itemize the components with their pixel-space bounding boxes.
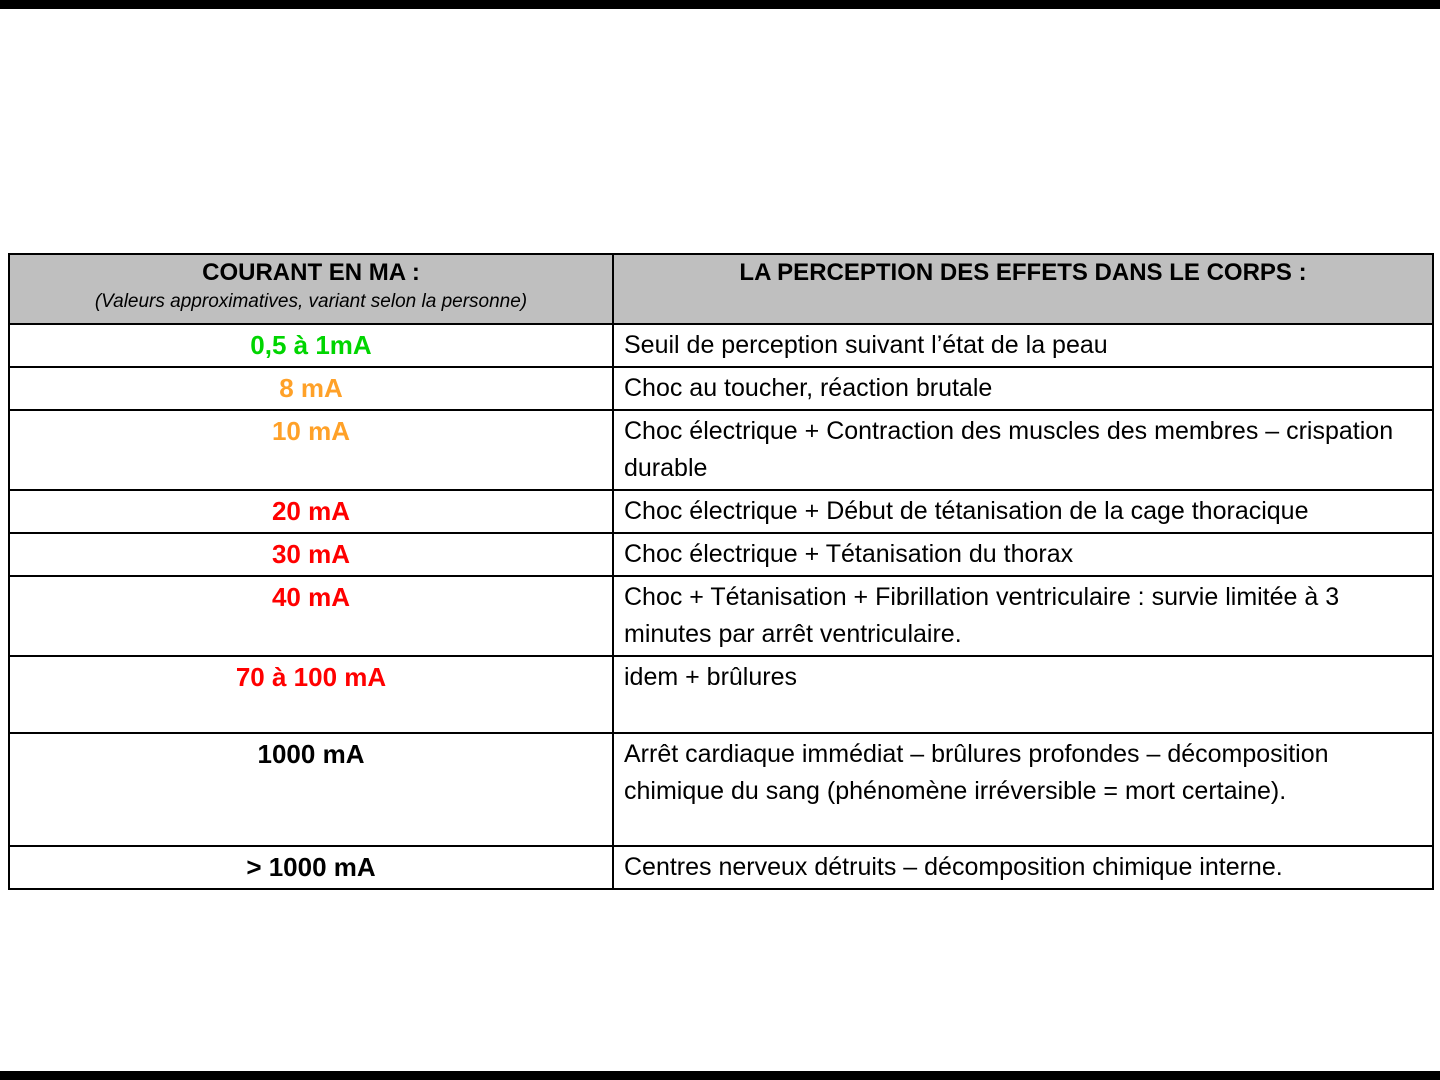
effect-text: idem + brûlures <box>613 656 1433 733</box>
effect-text: Choc électrique + Tétanisation du thorax <box>613 533 1433 576</box>
header-cell-current <box>9 254 613 324</box>
header-current-subtitle: (Valeurs approximatives, variant selon la personne) <box>94 291 528 312</box>
current-value: 1000 mA <box>9 733 613 846</box>
table-row <box>9 367 1433 410</box>
table-row <box>9 324 1433 367</box>
effect-text: Centres nerveux détruits – décomposition chimique interne. <box>613 846 1433 889</box>
header-current-title: COURANT EN MA : <box>202 259 420 286</box>
top-letterbox-bar <box>0 0 1440 9</box>
header-effects-title: LA PERCEPTION DES EFFETS DANS LE CORPS : <box>739 259 1307 286</box>
current-value: 8 mA <box>9 367 613 410</box>
effect-text: Seuil de perception suivant l’état de la peau <box>613 324 1433 367</box>
current-value: > 1000 mA <box>9 846 613 889</box>
table-row <box>9 656 1433 733</box>
current-value: 20 mA <box>9 490 613 533</box>
effect-text: Arrêt cardiaque immédiat – brûlures profondes – décomposition chimique du sang (phénomène irréversible = mort certaine). <box>613 733 1433 846</box>
current-effects-table <box>8 253 1434 890</box>
current-value: 40 mA <box>9 576 613 656</box>
effect-text: Choc électrique + Début de tétanisation de la cage thoracique <box>613 490 1433 533</box>
table-row <box>9 733 1433 846</box>
bottom-letterbox-bar <box>0 1071 1440 1080</box>
effect-text: Choc + Tétanisation + Fibrillation ventriculaire : survie limitée à 3 minutes par arrêt ventriculaire. <box>613 576 1433 656</box>
header-cell-effects <box>613 254 1433 324</box>
current-value: 30 mA <box>9 533 613 576</box>
table-row <box>9 846 1433 889</box>
table-row <box>9 576 1433 656</box>
current-value: 0,5 à 1mA <box>9 324 613 367</box>
current-value: 10 mA <box>9 410 613 490</box>
table-row <box>9 490 1433 533</box>
table-header-row <box>9 254 1433 324</box>
table-row <box>9 410 1433 490</box>
table-row <box>9 533 1433 576</box>
effect-text: Choc au toucher, réaction brutale <box>613 367 1433 410</box>
current-value: 70 à 100 mA <box>9 656 613 733</box>
effect-text: Choc électrique + Contraction des muscles des membres – crispation durable <box>613 410 1433 490</box>
